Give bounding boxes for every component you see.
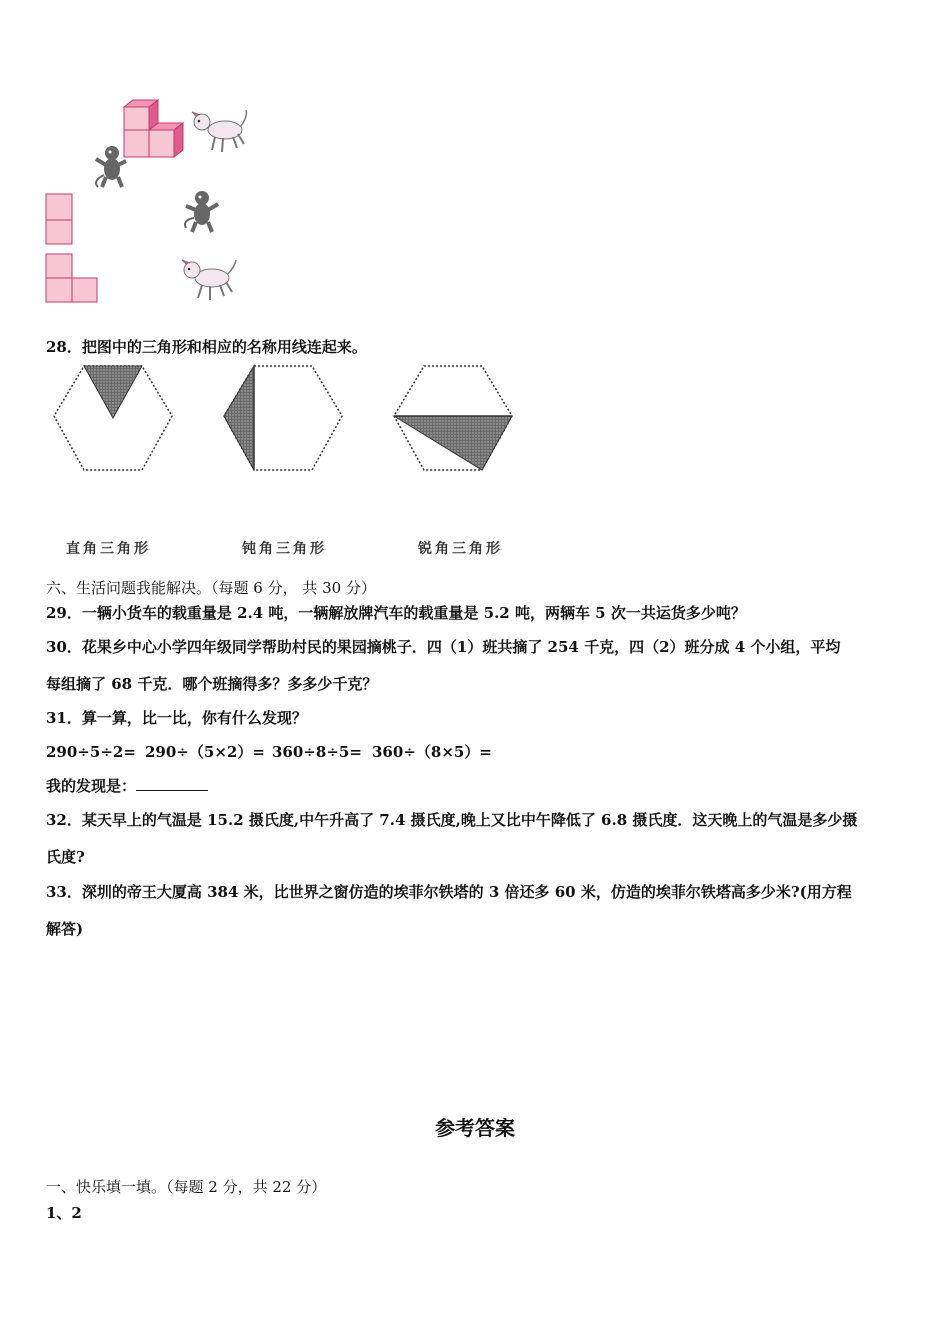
view-two-squares (46, 194, 72, 244)
q31-expr2: 290÷（5×2）= (145, 743, 265, 761)
hexagon-obtuse (394, 366, 512, 470)
q31-expr3: 360÷8÷5= (272, 743, 362, 761)
q31-expr4: 360÷（8×5）= (372, 743, 492, 761)
dog-icon (182, 260, 236, 300)
cube-stack (124, 100, 183, 157)
label-obtuse-triangle: 钝角三角形 (242, 541, 327, 557)
q32-line2: 氏度? (46, 848, 85, 866)
monkey-icon (185, 191, 218, 232)
q33-line2: 解答) (46, 920, 84, 938)
label-right-triangle: 直角三角形 (66, 541, 151, 557)
hexagon-figures (40, 360, 540, 480)
answer-blank[interactable] (136, 776, 208, 791)
q31-finding (46, 776, 208, 796)
q33-line1: 33．深圳的帝王大厦高 384 米，比世界之窗仿造的埃菲尔铁塔的 3 倍还多 60 米，仿造的埃菲尔铁塔高多少米?(用方程 (46, 883, 852, 901)
q28-text: 28．把图中的三角形和相应的名称用线连起来。 (46, 338, 367, 356)
q30-line2: 每组摘了 68 千克．哪个班摘得多？多多少千克？ (46, 675, 378, 693)
section6-heading: 六、生活问题我能解决。（每题 6 分， 共 30 分） (46, 579, 376, 597)
q30-line1: 30．花果乡中心小学四年级同学帮助村民的果园摘桃子．四（1）班共摘了 254 千克，四（2）班分成 4 个小组，平均 (46, 638, 841, 656)
view-l-shape (46, 254, 97, 302)
cube-figure (40, 90, 270, 315)
answers-item1: 1、2 (46, 1204, 82, 1222)
label-acute-triangle: 锐角三角形 (418, 541, 503, 557)
q31-text: 31．算一算，比一比，你有什么发现？ (46, 709, 307, 727)
q29-text: 29．一辆小货车的载重量是 2.4 吨，一辆解放牌汽车的载重量是 5.2 吨，两辆车 5 次一共运货多少吨？ (46, 604, 746, 622)
answers-title: 参考答案 (435, 1116, 515, 1140)
q31-expr1: 290÷5÷2= (46, 743, 136, 761)
monkey-icon (96, 146, 126, 187)
q32-line1: 32．某天早上的气温是 15.2 摄氏度,中午升高了 7.4 摄氏度,晚上又比中午降低了 6.8 摄氏度．这天晚上的气温是多少摄 (46, 811, 858, 829)
answers-section1: 一、快乐填一填。（每题 2 分，共 22 分） (46, 1178, 327, 1196)
hexagon-right (224, 366, 342, 470)
hexagon-acute (54, 366, 172, 470)
dog-icon (192, 110, 246, 152)
q31-finding-label: 我的发现是： (46, 777, 137, 795)
